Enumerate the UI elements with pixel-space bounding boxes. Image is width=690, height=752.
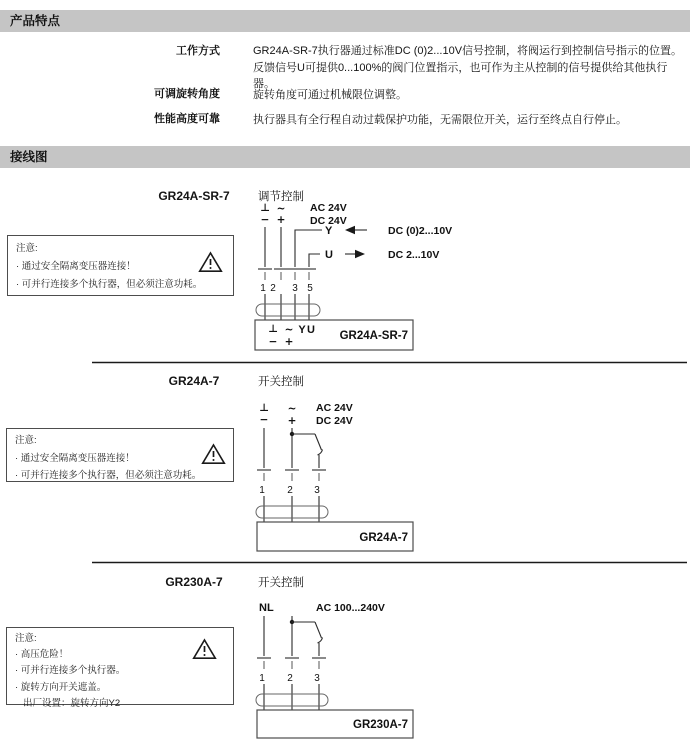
diagram-model-title: GR24A-7 — [168, 374, 220, 388]
box-terminal-symbol: + — [284, 336, 294, 348]
power-label: AC 100...240V — [316, 602, 385, 614]
terminal-symbol: − — [260, 214, 270, 226]
terminal-number: 2 — [287, 673, 293, 684]
signal-range: DC (0)2...10V — [388, 225, 453, 237]
diagram-gr24a-sr-7 — [255, 202, 452, 350]
diagram-model-title: GR24A-SR-7 — [158, 189, 230, 203]
switch-hook — [318, 450, 323, 456]
note-item: · 可并行连接多个执行器，但必须注意功耗。 — [16, 279, 203, 290]
note-item: · 高压危险！ — [15, 649, 69, 661]
note-item: · 旋转方向开关遮盖。 — [15, 681, 107, 693]
terminal-symbol: − — [259, 414, 269, 426]
note-item: · 通过安全隔离变压器连接！ — [15, 452, 135, 464]
terminal-symbol: + — [276, 214, 286, 226]
mains-label: NL — [259, 602, 274, 614]
terminal-symbol: ⊥ — [260, 202, 270, 214]
switch-blade — [315, 622, 322, 638]
diagram-gr230a-7 — [256, 602, 413, 738]
power-label: AC 24V — [310, 202, 347, 214]
terminal-number: 3 — [314, 485, 320, 496]
box-terminal-symbol: ⊥ — [268, 323, 278, 335]
box-terminal-symbol: − — [268, 336, 278, 348]
feature-text: GR24A-SR-7执行器通过标准DC (0)2...10V信号控制，将阀运行到控制信号指示的位置。反馈信号U可提供0...100%的阀门位置指示，也可作为主从控制的信号提供给其他执行器。 — [253, 45, 683, 90]
feature-label: 可调旋转角度 — [154, 88, 220, 100]
box-model-label: GR24A-SR-7 — [339, 330, 408, 342]
diagram-gr24a-7 — [256, 402, 413, 551]
arrow-right-icon — [355, 250, 365, 258]
diagram-control-type: 开关控制 — [258, 376, 304, 388]
terminal-number: 2 — [270, 283, 276, 294]
diagram-control-type: 调节控制 — [258, 191, 304, 203]
diagram-model-title: GR230A-7 — [165, 575, 223, 589]
terminal-number: 5 — [307, 283, 313, 294]
feature-text: 执行器具有全行程自动过载保护功能，无需限位开关，运行至终点自行停止。 — [253, 114, 627, 126]
note-item: · 可并行连接多个执行器。 — [15, 665, 126, 677]
signal-name: U — [325, 249, 333, 261]
switch-blade — [315, 434, 322, 450]
box-terminal-symbol: ~ — [284, 324, 294, 336]
terminal-symbol: ⊥ — [259, 402, 269, 414]
terminal-number: 3 — [292, 283, 298, 294]
note-item: · 通过安全隔离变压器连接！ — [16, 261, 136, 272]
power-label: AC 24V — [316, 402, 353, 414]
switch-hook — [318, 638, 323, 644]
terminal-number: 1 — [260, 283, 266, 294]
terminal-number: 3 — [314, 673, 320, 684]
feature-label: 性能高度可靠 — [154, 113, 220, 125]
section-header-features: 产品特点 — [0, 10, 690, 32]
signal-name: Y — [325, 225, 333, 237]
box-model-label: GR230A-7 — [353, 719, 408, 731]
note-title: 注意: — [15, 633, 37, 644]
box-terminal-symbol: U — [307, 324, 315, 336]
terminal-symbol: ~ — [287, 403, 297, 415]
note-item: · 可并行连接多个执行器，但必须注意功耗。 — [15, 470, 202, 481]
terminal-symbol: + — [287, 415, 297, 427]
section-header-wiring: 接线图 — [0, 146, 690, 168]
arrow-left-icon — [345, 226, 355, 234]
note-footer: 出厂设置：旋转方向Y2 — [23, 697, 121, 709]
terminal-symbol: ~ — [276, 203, 286, 215]
terminal-number: 1 — [259, 673, 265, 684]
feature-text: 旋转角度可通过机械限位调整。 — [253, 89, 407, 101]
note-title: 注意: — [15, 435, 37, 446]
signal-range: DC 2...10V — [388, 249, 440, 261]
power-label: DC 24V — [310, 215, 347, 227]
cable-capsule — [256, 304, 320, 316]
box-terminal-symbol: Y — [298, 324, 306, 336]
diagram-control-type: 开关控制 — [258, 577, 304, 589]
box-model-label: GR24A-7 — [359, 532, 408, 544]
terminal-number: 1 — [259, 485, 265, 496]
note-title: 注意: — [16, 243, 38, 254]
feature-label: 工作方式 — [176, 45, 220, 57]
power-label: DC 24V — [316, 415, 353, 427]
terminal-number: 2 — [287, 485, 293, 496]
wire-signal-u — [309, 254, 320, 267]
